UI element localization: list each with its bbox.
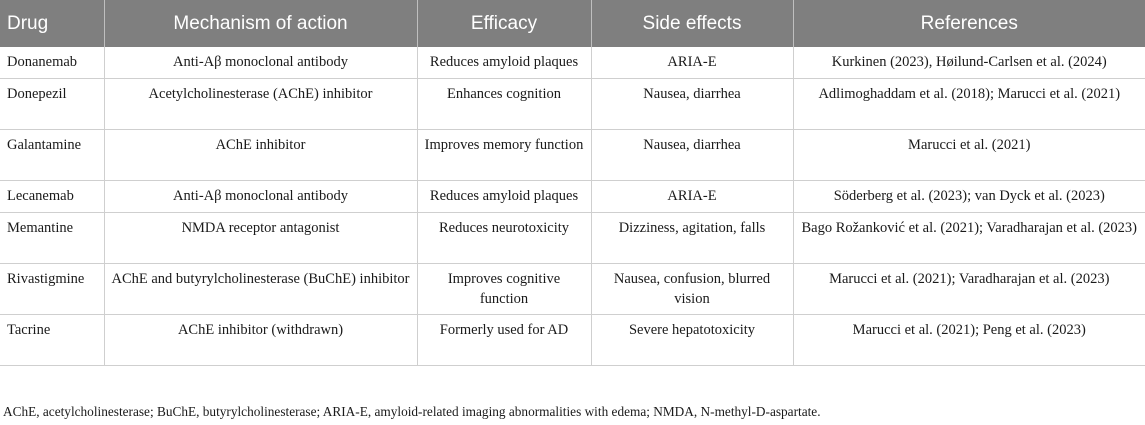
header-side-effects: Side effects — [591, 0, 793, 47]
cell-references: Marucci et al. (2021) — [793, 130, 1145, 181]
table-row — [0, 130, 1145, 181]
cell-mechanism: Anti-Aβ monoclonal antibody — [104, 47, 417, 79]
cell-efficacy: Reduces amyloid plaques — [417, 181, 591, 213]
table-row — [0, 213, 1145, 264]
cell-mechanism: AChE inhibitor — [104, 130, 417, 181]
cell-side-effects: Severe hepatotoxicity — [591, 315, 793, 366]
cell-side-effects: ARIA-E — [591, 181, 793, 213]
cell-drug: Lecanemab — [0, 181, 104, 213]
cell-mechanism: AChE and butyrylcholinesterase (BuChE) inhibitor — [104, 264, 417, 315]
cell-efficacy: Formerly used for AD — [417, 315, 591, 366]
cell-drug: Donepezil — [0, 79, 104, 130]
cell-side-effects: Nausea, diarrhea — [591, 79, 793, 130]
header-references: References — [793, 0, 1145, 47]
header-efficacy: Efficacy — [417, 0, 591, 47]
cell-efficacy: Reduces amyloid plaques — [417, 47, 591, 79]
table-footnote: AChE, acetylcholinesterase; BuChE, butyrylcholinesterase; ARIA-E, amyloid-related imaging abnormalities with edema; NMDA, N-methyl-D-aspartate. — [3, 404, 821, 419]
cell-side-effects: Nausea, diarrhea — [591, 130, 793, 181]
table-body — [0, 47, 1145, 366]
cell-drug: Rivastigmine — [0, 264, 104, 315]
cell-efficacy: Enhances cognition — [417, 79, 591, 130]
cell-side-effects: ARIA-E — [591, 47, 793, 79]
cell-references: Söderberg et al. (2023); van Dyck et al. (2023) — [793, 181, 1145, 213]
table-row — [0, 315, 1145, 366]
header-row — [0, 0, 1145, 47]
cell-mechanism: AChE inhibitor (withdrawn) — [104, 315, 417, 366]
header-drug: Drug — [0, 0, 104, 47]
cell-mechanism: Anti-Aβ monoclonal antibody — [104, 181, 417, 213]
table-header — [0, 0, 1145, 47]
cell-side-effects: Dizziness, agitation, falls — [591, 213, 793, 264]
cell-references: Adlimoghaddam et al. (2018); Marucci et al. (2021) — [793, 79, 1145, 130]
table-row — [0, 181, 1145, 213]
cell-drug: Tacrine — [0, 315, 104, 366]
cell-efficacy: Reduces neurotoxicity — [417, 213, 591, 264]
cell-drug: Memantine — [0, 213, 104, 264]
cell-references: Marucci et al. (2021); Varadharajan et al. (2023) — [793, 264, 1145, 315]
header-mechanism: Mechanism of action — [104, 0, 417, 47]
cell-references: Marucci et al. (2021); Peng et al. (2023) — [793, 315, 1145, 366]
table-row — [0, 264, 1145, 315]
cell-references: Kurkinen (2023), Høilund-Carlsen et al. (2024) — [793, 47, 1145, 79]
cell-drug: Galantamine — [0, 130, 104, 181]
cell-side-effects: Nausea, confusion, blurred vision — [591, 264, 793, 315]
cell-efficacy: Improves memory function — [417, 130, 591, 181]
table-row — [0, 79, 1145, 130]
cell-drug: Donanemab — [0, 47, 104, 79]
cell-mechanism: NMDA receptor antagonist — [104, 213, 417, 264]
table-row — [0, 47, 1145, 79]
cell-efficacy: Improves cognitive function — [417, 264, 591, 315]
cell-references: Bago Rožanković et al. (2021); Varadharajan et al. (2023) — [793, 213, 1145, 264]
cell-mechanism: Acetylcholinesterase (AChE) inhibitor — [104, 79, 417, 130]
